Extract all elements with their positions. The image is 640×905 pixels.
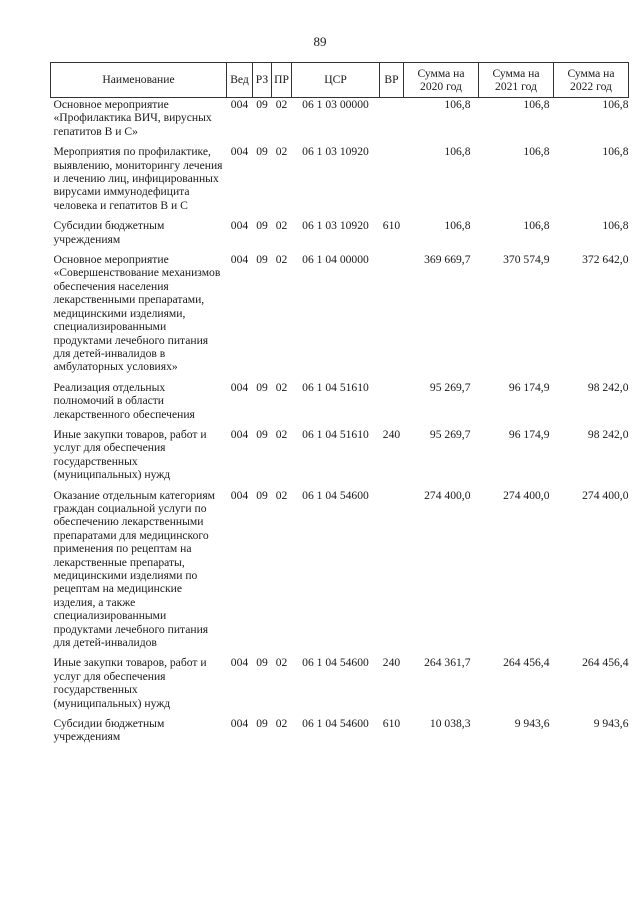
row-sum-2021: 106,8	[523, 219, 550, 233]
row-vr: 240	[382, 656, 401, 670]
row-vr	[380, 381, 404, 428]
row-ved: 004	[230, 219, 249, 233]
header-sum-2020: Сумма на 2020 год	[404, 63, 479, 98]
row-rz: 09	[256, 253, 268, 267]
row-rz: 09	[256, 427, 268, 441]
row-ved: 004	[230, 253, 249, 267]
row-sum-2022: 106,8	[602, 219, 629, 233]
table-row	[51, 489, 629, 657]
table-row	[51, 219, 629, 253]
row-pr: 02	[275, 253, 288, 267]
row-sum-2020: 369 669,7	[424, 253, 471, 267]
row-pr: 02	[275, 656, 288, 670]
row-sum-2020: 274 400,0	[424, 488, 471, 502]
table-row	[51, 717, 629, 751]
budget-table	[50, 62, 629, 751]
row-name: Субсидии бюджетным учреждениям	[53, 717, 165, 744]
row-csr: 06 1 04 00000	[302, 253, 369, 267]
row-rz: 09	[256, 98, 268, 111]
row-sum-2022: 9 943,6	[593, 717, 629, 731]
row-pr: 02	[275, 219, 288, 233]
row-ved: 004	[230, 717, 249, 731]
row-sum-2020: 106,8	[444, 219, 471, 233]
row-pr: 02	[275, 427, 288, 441]
row-sum-2020: 95 269,7	[429, 427, 471, 441]
page-number: 89	[313, 34, 327, 49]
row-rz: 09	[256, 380, 268, 394]
row-vr: 610	[382, 219, 401, 233]
table-body	[51, 98, 629, 751]
row-vr	[380, 98, 404, 146]
row-pr: 02	[275, 488, 288, 502]
table-row	[51, 428, 629, 489]
row-name: Субсидии бюджетным учреждениям	[53, 219, 165, 246]
row-ved: 004	[230, 427, 249, 441]
row-sum-2021: 274 400,0	[503, 488, 550, 502]
row-rz: 09	[256, 656, 268, 670]
row-sum-2021: 106,8	[523, 145, 550, 159]
row-csr: 06 1 04 54600	[302, 656, 369, 670]
row-sum-2021: 264 456,4	[503, 656, 550, 670]
row-csr: 06 1 04 51610	[302, 380, 369, 394]
row-sum-2020: 10 038,3	[429, 717, 471, 731]
row-pr: 02	[275, 98, 288, 111]
row-sum-2020: 106,8	[444, 98, 471, 111]
row-ved: 004	[230, 380, 249, 394]
row-rz: 09	[256, 145, 268, 159]
header-rz: РЗ	[253, 63, 272, 98]
row-sum-2022: 264 456,4	[582, 656, 629, 670]
row-csr: 06 1 03 10920	[302, 219, 369, 233]
table-row	[51, 381, 629, 428]
row-sum-2022: 106,8	[602, 145, 629, 159]
row-pr: 02	[275, 145, 288, 159]
table-header	[51, 63, 629, 98]
row-pr: 02	[275, 717, 288, 731]
budget-table-container	[50, 62, 628, 751]
header-name: Наименование	[51, 63, 227, 98]
row-vr	[380, 489, 404, 657]
table-row	[51, 145, 629, 219]
row-name: Иные закупки товаров, работ и услуг для обеспечения государственных (муниципальных) нужд	[53, 427, 207, 482]
row-vr: 610	[382, 717, 401, 731]
header-vr: ВР	[380, 63, 404, 98]
row-sum-2021: 370 574,9	[503, 253, 550, 267]
row-vr	[380, 253, 404, 381]
row-ved: 004	[230, 488, 249, 502]
row-name: Мероприятия по профилактике, выявлению, мониторингу лечения и лечению лиц, инфицированных вирусами иммунодефицита человека и гепатитов В и С	[53, 145, 223, 212]
row-name: Иные закупки товаров, работ и услуг для обеспечения государственных (муниципальных) нужд	[53, 656, 207, 710]
row-vr: 240	[382, 427, 401, 441]
row-pr: 02	[275, 380, 288, 394]
row-sum-2021: 106,8	[523, 98, 550, 111]
row-sum-2020: 264 361,7	[424, 656, 471, 670]
row-rz: 09	[256, 488, 268, 502]
header-csr: ЦСР	[292, 63, 380, 98]
row-ved: 004	[230, 145, 249, 159]
row-name: Основное мероприятие «Профилактика ВИЧ, вирусных гепатитов В и С»	[53, 98, 212, 138]
row-sum-2022: 274 400,0	[582, 488, 629, 502]
header-sum-2021: Сумма на 2021 год	[479, 63, 554, 98]
row-sum-2020: 95 269,7	[429, 380, 471, 394]
row-csr: 06 1 04 54600	[302, 488, 369, 502]
row-sum-2022: 106,8	[602, 98, 629, 111]
row-sum-2021: 9 943,6	[514, 717, 550, 731]
row-name: Основное мероприятие «Совершенствование механизмов обеспечения населения лекарственными препаратами, медицинскими изделиями, специализированными продуктами лечебного питания для детей-инвалидов в амбулаторных условиях»	[53, 253, 221, 374]
row-sum-2022: 98 242,0	[587, 380, 629, 394]
row-name: Реализация отдельных полномочий в области лекарственного обеспечения	[53, 380, 195, 421]
row-sum-2021: 96 174,9	[508, 380, 550, 394]
header-ved: Вед	[227, 63, 253, 98]
row-sum-2020: 106,8	[444, 145, 471, 159]
header-pr: ПР	[272, 63, 292, 98]
row-csr: 06 1 03 00000	[302, 98, 369, 111]
table-row	[51, 253, 629, 381]
row-ved: 004	[230, 656, 249, 670]
row-csr: 06 1 04 54600	[302, 717, 369, 731]
row-rz: 09	[256, 219, 268, 233]
row-sum-2022: 98 242,0	[587, 427, 629, 441]
row-vr	[380, 145, 404, 219]
row-ved: 004	[230, 98, 249, 111]
header-sum-2022: Сумма на 2022 год	[554, 63, 629, 98]
row-csr: 06 1 03 10920	[302, 145, 369, 159]
table-row	[51, 98, 629, 146]
row-rz: 09	[256, 717, 268, 731]
row-sum-2022: 372 642,0	[582, 253, 629, 267]
row-name: Оказание отдельным категориям граждан социальной услуги по обеспечению лекарственными препаратами для медицинского применения по рецептам на лекарственные препараты, медицинскими изделиями по рецептам на медицинские изделия, а также специализированными продуктами лечебного питания для детей-инвалидов	[53, 488, 216, 650]
table-row	[51, 656, 629, 717]
row-sum-2021: 96 174,9	[508, 427, 550, 441]
row-csr: 06 1 04 51610	[302, 427, 369, 441]
